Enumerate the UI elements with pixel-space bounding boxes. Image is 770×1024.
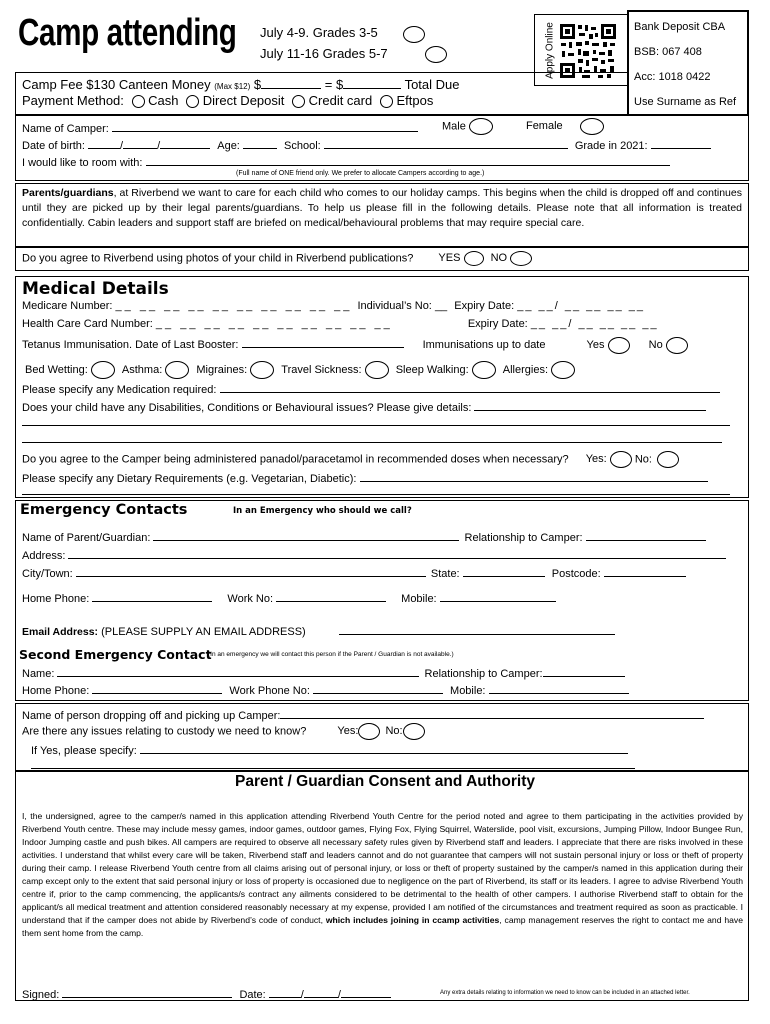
- payment-credit-card-radio[interactable]: [292, 95, 305, 108]
- dropoff-person-field[interactable]: [280, 706, 704, 719]
- room-with-row: I would like to room with:: [22, 153, 670, 169]
- grade-field[interactable]: [651, 136, 711, 149]
- bank-name: Bank Deposit CBA: [634, 21, 726, 33]
- tetanus-row: Tetanus Immunisation. Date of Last Booster: Immunisations up to date Yes No: [22, 335, 688, 354]
- bank-bsb: BSB: 067 408: [634, 46, 702, 58]
- footer-note: Any extra details relating to information we need to know can be included in an attached letter.: [440, 990, 690, 996]
- payment-cash-radio[interactable]: [132, 95, 145, 108]
- second-phone-row: Home Phone: Work Phone No: Mobile:: [22, 681, 629, 697]
- emergency-subtitle: In an Emergency who should we call?: [233, 506, 412, 516]
- work-no-field[interactable]: [276, 589, 386, 602]
- home-phone-field[interactable]: [92, 589, 212, 602]
- room-with-field[interactable]: [146, 153, 670, 166]
- second-work-phone-field[interactable]: [313, 681, 443, 694]
- second-emergency-note: (In an emergency we will contact this person if the Parent / Guardian is not available.): [208, 651, 454, 658]
- state-field[interactable]: [463, 564, 545, 577]
- second-name-field[interactable]: [57, 664, 419, 677]
- dietary-field[interactable]: [360, 469, 708, 482]
- medication-field[interactable]: [220, 380, 720, 393]
- session-2[interactable]: July 11-16 Grades 5-7: [260, 46, 388, 61]
- second-relationship-field[interactable]: [543, 664, 625, 677]
- custody-specify-row: If Yes, please specify:: [31, 741, 628, 757]
- asthma-radio[interactable]: [165, 361, 189, 379]
- sleep-walking-radio[interactable]: [472, 361, 496, 379]
- custody-specify-field[interactable]: [140, 741, 628, 754]
- mobile-field[interactable]: [440, 589, 556, 602]
- age-field[interactable]: [243, 136, 277, 149]
- second-home-phone-field[interactable]: [92, 681, 222, 694]
- panadol-yes-radio[interactable]: [610, 451, 632, 468]
- disabilities-row: Does your child have any Disabilities, Conditions or Behavioural issues? Please give details:: [22, 398, 706, 414]
- tetanus-date-field[interactable]: [242, 335, 404, 348]
- photo-consent-row: Do you agree to Riverbend using photos of your child in Riverbend publications? YES NO: [22, 251, 532, 266]
- parent-relationship-field[interactable]: [586, 528, 706, 541]
- bed-wetting-radio[interactable]: [91, 361, 115, 379]
- individual-no-field[interactable]: __: [434, 300, 448, 312]
- medicare-row: Medicare Number: __ __ __ __ __ __ __ __ __ __ Individual’s No: __ Expiry Date: __ __/ __ __ __ __: [22, 300, 645, 312]
- medication-row: Please specify any Medication required:: [22, 380, 720, 396]
- payment-eftpos-radio[interactable]: [380, 95, 393, 108]
- dob-row: Date of birth: / / Age: School: Grade in 2021:: [22, 136, 711, 152]
- fee-row: Camp Fee $130 Canteen Money (Max $12) $ = $ Total Due: [22, 77, 460, 92]
- travel-sickness-radio[interactable]: [365, 361, 389, 379]
- health-care-expiry-field[interactable]: __ __/ __ __ __ __: [530, 318, 659, 330]
- disabilities-line-3[interactable]: [22, 442, 722, 443]
- conditions-row: Bed Wetting: Asthma: Migraines: Travel Sickness: Sleep Walking: Allergies:: [25, 361, 575, 379]
- emergency-contacts-title: Emergency Contacts: [20, 502, 188, 518]
- signature-field[interactable]: [62, 985, 232, 998]
- allergies-radio[interactable]: [551, 361, 575, 379]
- dob-month-field[interactable]: [123, 136, 157, 149]
- session-1-radio[interactable]: [403, 26, 425, 43]
- dob-day-field[interactable]: [88, 136, 120, 149]
- signature-date-day-field[interactable]: [269, 985, 301, 998]
- dietary-row: Please specify any Dietary Requirements (e.g. Vegetarian, Diabetic):: [22, 469, 708, 485]
- gender-row: Male Female: [442, 118, 604, 135]
- camper-name-row: Name of Camper:: [22, 119, 418, 135]
- email-field[interactable]: [339, 622, 615, 635]
- photo-no-radio[interactable]: [510, 251, 532, 266]
- second-emergency-title: Second Emergency Contact: [19, 647, 212, 662]
- second-name-row: Name: Relationship to Camper:: [22, 664, 625, 680]
- custody-row: Are there any issues relating to custody we need to know? Yes: No:: [22, 723, 425, 740]
- camper-name-field[interactable]: [112, 119, 418, 132]
- immunisations-no-radio[interactable]: [666, 337, 688, 354]
- parent-name-row: Name of Parent/Guardian: Relationship to Camper:: [22, 528, 706, 544]
- immunisations-yes-radio[interactable]: [608, 337, 630, 354]
- health-care-card-field[interactable]: __ __ __ __ __ __ __ __ __ __: [155, 318, 393, 330]
- parent-name-field[interactable]: [153, 528, 459, 541]
- payment-direct-deposit-radio[interactable]: [186, 95, 199, 108]
- postcode-field[interactable]: [604, 564, 686, 577]
- address-row: Address:: [22, 546, 726, 562]
- apply-online-label: Apply Online: [544, 22, 556, 79]
- photo-yes-radio[interactable]: [464, 251, 484, 266]
- intro-text: Parents/guardians, at Riverbend we want to care for each child who comes to our holiday camps. This begins when the child is dropped off and continues until they are picked up by their legal parents/guardians. To help us please fill in the following details. Please note that all information is treated confidentially. Cabin leaders and support staff are briefed on medical/behavioural problems that may require special care.: [22, 187, 742, 229]
- room-with-note: (Full name of ONE friend only. We prefer to allocate Campers according to age.): [236, 170, 485, 177]
- female-radio[interactable]: [580, 118, 604, 135]
- panadol-no-radio[interactable]: [657, 451, 679, 468]
- school-field[interactable]: [324, 136, 568, 149]
- custody-no-radio[interactable]: [403, 723, 425, 740]
- dropoff-person-row: Name of person dropping off and picking up Camper:: [22, 706, 704, 722]
- city-field[interactable]: [76, 564, 426, 577]
- city-row: City/Town: State: Postcode:: [22, 564, 686, 580]
- canteen-money-field[interactable]: [261, 76, 321, 89]
- bank-reference-note: Use Surname as Ref: [634, 96, 737, 108]
- disabilities-line-2[interactable]: [22, 425, 730, 426]
- bank-account: Acc: 1018 0422: [634, 71, 711, 83]
- dietary-line-2[interactable]: [22, 494, 730, 495]
- disabilities-field[interactable]: [474, 398, 706, 411]
- consent-title: Parent / Guardian Consent and Authority: [235, 773, 535, 790]
- medicare-expiry-field[interactable]: __ __/ __ __ __ __: [517, 300, 645, 312]
- address-field[interactable]: [68, 546, 726, 559]
- health-care-row: Health Care Card Number: __ __ __ __ __ __ __ __ __ __ Expiry Date: __ __/ __ __ __ __: [22, 318, 659, 330]
- second-mobile-field[interactable]: [489, 681, 629, 694]
- custody-specify-line-2[interactable]: [31, 768, 635, 769]
- dob-year-field[interactable]: [160, 136, 210, 149]
- signature-date-year-field[interactable]: [341, 985, 391, 998]
- consent-text: I, the undersigned, agree to the camper/s named in this application attending Riverbend Youth Centre for the period noted and agree to them participating in the activities provided by Riverbend Youth centre. These may include messy games, indoor games, outdoor games, Flying Fox, Flying Squirrel, Waterslide, pool visit, excursions, Jumping Pillow, Indoor Bungee Run, Indoor Jumping castle and push bikes. All campers are required to observe all necessary safety rules given by Riverbend staff and leaders. I appreciate that there are risks involved in these activities. I understand that whilst every care will be taken, Riverbend staff and leaders cannot and do not guarantee that campers will not sustain personal injury or loss or theft of property during their camp. I release Riverbend Youth centre from all claims arising out of personal injury, or loss or theft of property sustained by the camper/s named in this application during their camp except only to the extent that said personal injury or loss of property is occasioned due to negligence on the part of Riverbend, its staff or its leaders. I agree to advise Riverbend Youth centre if, prior to the camp commencing, the applicants/s contract any ailments considered to be detrimental to the health of other campers. I authorise Riverbend staff to obtain for the applicant/s all medical treatment and attention considered reasonably necessary at my expense, provided I am notified of the circumstances and treatment required as soon as practicable. I understand that if the camper does not abide by Riverbend’s code of conduct, which includes joining in ccamp activities, camp management reserves the right to contact me and have them sent home from the camp.: [22, 811, 744, 939]
- signature-date-month-field[interactable]: [304, 985, 338, 998]
- custody-yes-radio[interactable]: [358, 723, 380, 740]
- male-radio[interactable]: [469, 118, 493, 135]
- phone-row: Home Phone: Work No: Mobile:: [22, 589, 556, 605]
- signature-row: Signed: Date: / /: [22, 985, 391, 1001]
- total-due-field[interactable]: [343, 76, 401, 89]
- email-row: Email Address: (PLEASE SUPPLY AN EMAIL ADDRESS): [22, 622, 615, 638]
- page-title: Camp attending: [18, 12, 237, 54]
- payment-method-row: Payment Method: Cash Direct Deposit Credit card Eftpos: [22, 93, 434, 108]
- medical-details-title: Medical Details: [22, 279, 169, 299]
- panadol-row: Do you agree to the Camper being administered panadol/paracetamol in recommended doses when necessary? Yes: No:: [22, 451, 679, 468]
- migraines-radio[interactable]: [250, 361, 274, 379]
- session-2-radio[interactable]: [425, 46, 447, 63]
- session-1[interactable]: July 4-9. Grades 3-5: [260, 25, 378, 40]
